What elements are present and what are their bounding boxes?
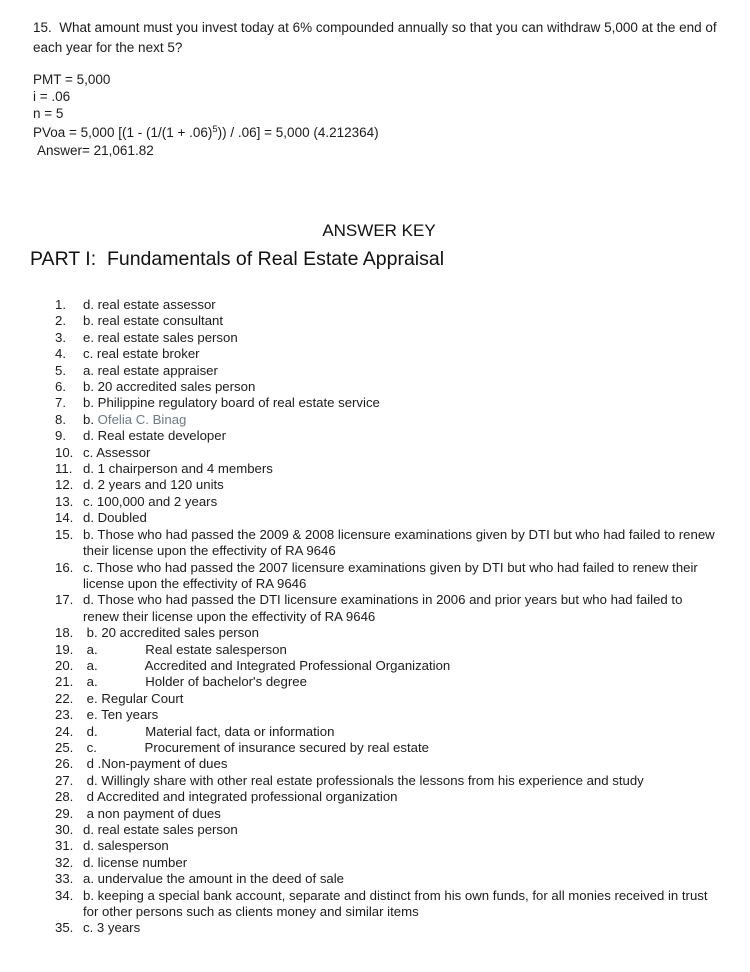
answer-text: d. salesperson <box>83 838 169 854</box>
answer-item-17 <box>55 592 725 625</box>
formula-prefix: PVoa = 5,000 [(1 - (1/(1 + .06) <box>33 125 213 140</box>
answer-text: d. 1 chairperson and 4 members <box>83 461 273 477</box>
answer-item-26 <box>55 756 725 772</box>
answer-text: d. real estate assessor <box>83 297 216 312</box>
answer-text: c. Those who had passed the 2007 licensure examinations given by DTI but who had failed to renew their license upon the effectivity of RA 9646 <box>83 559 702 591</box>
answer-number: 7. <box>55 395 66 411</box>
answer-item-20 <box>55 658 725 674</box>
answer-text: a. Real estate salesperson <box>83 641 287 657</box>
answer-number: 1. <box>55 297 66 312</box>
answer-number: 23. <box>55 707 74 723</box>
answer-text: d. license number <box>83 854 188 870</box>
answer-item-31 <box>55 838 725 854</box>
answer-number: 18. <box>55 625 74 641</box>
answer-item-23 <box>55 707 725 723</box>
answer-text: b. Those who had passed the 2009 & 2008 licensure examinations given by DTI but who had failed to renew their license upon the effectivity of RA 9646 <box>83 526 719 559</box>
answer-text: d. Material fact, data or information <box>83 723 335 739</box>
answer-item-6 <box>55 379 725 395</box>
answer-text: b. Philippine regulatory board of real estate service <box>83 395 380 411</box>
answer-number: 10. <box>55 444 74 460</box>
answer-text: a. Holder of bachelor's degree <box>83 674 307 690</box>
answer-text: a. real estate appraiser <box>83 362 218 378</box>
answer-text: e. Ten years <box>83 707 159 723</box>
answer-number: 11. <box>55 461 73 477</box>
answer-item-22 <box>55 691 725 707</box>
answer-item-27 <box>55 773 725 789</box>
answer-number: 14. <box>55 510 74 526</box>
answer-number: 16. <box>55 559 74 575</box>
answer-number: 29. <box>55 805 74 821</box>
answer-text: b. 20 accredited sales person <box>83 625 259 641</box>
answer-number: 22. <box>55 690 74 706</box>
solution-formula <box>33 124 725 142</box>
formula-suffix: )) / .06] = 5,000 (4.212364) <box>217 125 379 140</box>
highlighted-name: Ofelia C. Binag <box>97 411 187 427</box>
answer-item-9 <box>55 428 725 444</box>
answer-number: 31. <box>55 838 74 854</box>
answer-item-11 <box>55 461 725 477</box>
answer-number: 6. <box>55 379 66 395</box>
answer-text: b. 20 accredited sales person <box>83 379 256 395</box>
question-text: 15. What amount must you invest today at 6% compounded annually so that you can withdraw 5,000 at the end of each year for the next 5? <box>33 20 721 55</box>
answer-number: 4. <box>55 346 66 362</box>
answer-list <box>33 297 725 937</box>
part-heading: PART I: Fundamentals of Real Estate Appraisal <box>30 248 445 270</box>
answer-text: a non payment of dues <box>83 805 221 821</box>
solution-answer: Answer= 21,061.82 <box>37 143 154 158</box>
answer-number: 13. <box>55 493 74 509</box>
answer-key-title: ANSWER KEY <box>322 221 436 240</box>
answer-text: b. real estate consultant <box>83 313 224 329</box>
answer-number: 25. <box>55 739 74 755</box>
answer-text: e. Regular Court <box>83 690 184 706</box>
answer-item-19 <box>55 642 725 658</box>
answer-item-1 <box>55 297 725 313</box>
answer-text: d. Willingly share with other real estate professionals the lessons from his experience and study <box>83 772 644 788</box>
answer-text: d .Non-payment of dues <box>83 756 228 772</box>
answer-number: 21. <box>55 674 74 690</box>
answer-text: e. real estate sales person <box>83 329 238 345</box>
answer-text: c. real estate broker <box>83 346 200 362</box>
answer-number: 20. <box>55 657 74 673</box>
answer-item-21 <box>55 674 725 690</box>
answer-text: d. Doubled <box>83 510 147 526</box>
answer-item-10 <box>55 445 725 461</box>
answer-item-8 <box>55 412 725 428</box>
solution-block <box>33 71 725 159</box>
answer-text: d. real estate sales person <box>83 822 238 837</box>
answer-text: c. Assessor <box>83 444 151 460</box>
answer-text: d. 2 years and 120 units <box>83 477 224 493</box>
answer-item-25 <box>55 740 725 756</box>
answer-item-5 <box>55 363 725 379</box>
answer-item-35 <box>55 920 725 936</box>
answer-number: 8. <box>55 411 66 427</box>
answer-number: 19. <box>55 641 74 657</box>
answer-item-16 <box>55 560 725 593</box>
formula-superscript: 5 <box>212 124 218 135</box>
answer-number: 5. <box>55 362 66 378</box>
answer-number: 30. <box>55 822 74 837</box>
answer-item-28 <box>55 789 725 805</box>
answer-number: 3. <box>55 329 66 345</box>
answer-item-33 <box>55 871 725 887</box>
answer-text: d. Real estate developer <box>83 428 226 444</box>
answer-item-3 <box>55 330 725 346</box>
answer-item-15 <box>55 527 725 560</box>
answer-item-14 <box>55 510 725 526</box>
answer-item-34 <box>55 888 725 921</box>
answer-text: d. Those who had passed the DTI licensure examinations in 2006 and prior years but who had failed to renew their license upon the effectivity of RA 9646 <box>83 592 687 624</box>
answer-item-29 <box>55 806 725 822</box>
solution-line-i: i = .06 <box>33 89 71 104</box>
answer-number: 26. <box>55 756 74 772</box>
answer-item-2 <box>55 313 725 329</box>
answer-text: a. Accredited and Integrated Professional Organization <box>83 657 451 673</box>
answer-number: 27. <box>55 772 74 788</box>
answer-text: b. Ofelia C. Binag <box>83 411 187 427</box>
answer-number: 28. <box>55 789 74 805</box>
answer-text: c. Procurement of insurance secured by real estate <box>83 739 429 755</box>
answer-item-18 <box>55 625 725 641</box>
answer-number: 12. <box>55 477 74 493</box>
answer-number: 34. <box>55 887 74 903</box>
solution-line-pmt: PMT = 5,000 <box>33 72 111 87</box>
answer-text: d Accredited and integrated professional organization <box>83 789 398 805</box>
answer-text: b. keeping a special bank account, separate and distinct from his own funds, for all monies received in trust for other persons such as clients money and similar items <box>83 887 712 920</box>
solution-line-n: n = 5 <box>33 106 64 121</box>
answer-text: a. undervalue the amount in the deed of sale <box>83 871 345 887</box>
answer-item-30 <box>55 822 725 838</box>
answer-number: 2. <box>55 313 66 329</box>
answer-number: 35. <box>55 920 74 936</box>
answer-text: c. 3 years <box>83 920 141 936</box>
answer-text: c. 100,000 and 2 years <box>83 493 218 509</box>
answer-item-7 <box>55 395 725 411</box>
answer-number: 9. <box>55 428 66 444</box>
answer-item-24 <box>55 724 725 740</box>
answer-item-12 <box>55 477 725 493</box>
answer-item-4 <box>55 346 725 362</box>
answer-number: 15. <box>55 526 74 542</box>
answer-number: 33. <box>55 871 74 887</box>
answer-item-13 <box>55 494 725 510</box>
answer-number: 24. <box>55 723 74 739</box>
answer-number: 17. <box>55 592 74 608</box>
answer-number: 32. <box>55 854 74 870</box>
answer-item-32 <box>55 855 725 871</box>
